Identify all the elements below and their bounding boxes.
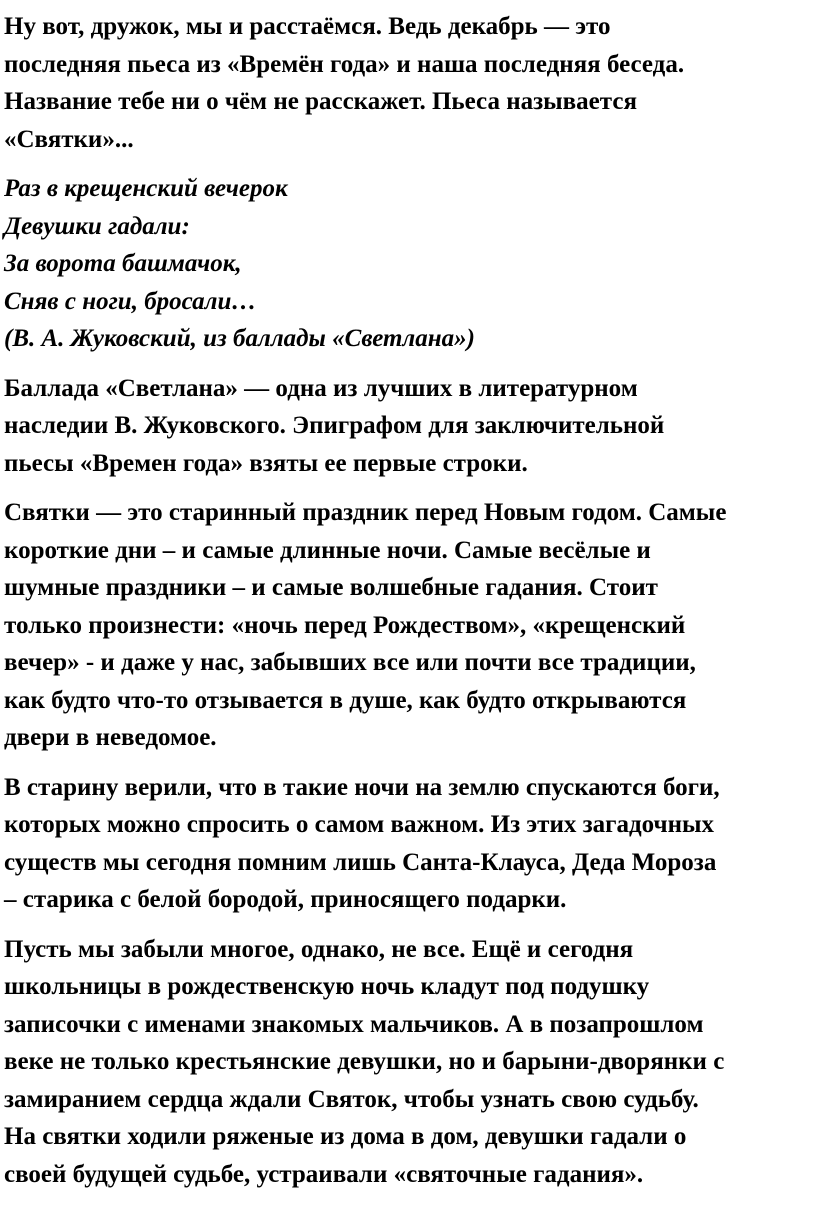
poem-attribution: (В. А. Жуковский, из баллады «Светлана») (4, 325, 475, 352)
text-line: Баллада «Светлана» — одна из лучших в литературном (4, 374, 638, 402)
text-line: Ну вот, дружок, мы и расстаёмся. Ведь декабрь — это (4, 13, 611, 40)
text-line: которых можно спросить о самом важном. Из этих загадочных (4, 811, 715, 838)
text-line: двери в неведомое. (4, 724, 217, 751)
text-line: только произнести: «ночь перед Рождеством», «крещенский (4, 611, 686, 639)
paragraph-forgotten (4, 931, 816, 1194)
text-line: последняя пьеса из «Времён года» и наша последняя беседа. (4, 50, 685, 78)
text-line: На святки ходили ряженые из дома в дом, девушки гадали о (4, 1123, 687, 1150)
text-line: веке не только крестьянские девушки, но и барыни-дворянки с (4, 1048, 725, 1075)
text-line: Пусть мы забыли многое, однако, не все. Ещё и сегодня (4, 935, 634, 963)
text-line: Святки — это старинный праздник перед Новым годом. Самые (4, 499, 727, 526)
text-line: школьницы в рождественскую ночь кладут под подушку (4, 973, 650, 1000)
text-line: В старину верили, что в такие ночи на землю спускаются боги, (4, 773, 720, 801)
text-line: записочки с именами знакомых мальчиков. А в позапрошлом (4, 1010, 704, 1038)
poem-line: За ворота башмачок, (4, 250, 242, 277)
poem-line: Сняв с ноги, бросали… (4, 287, 257, 315)
poem-line: Раз в крещенский вечерок (4, 175, 288, 202)
paragraph-gods (4, 769, 816, 919)
epigraph-poem (4, 170, 816, 358)
text-line: существ мы сегодня помним лишь Санта-Клауса, Деда Мороза (4, 848, 717, 876)
text-line: Название тебе ни о чём не расскажет. Пьеса называется (4, 88, 637, 115)
paragraph-ballad (4, 370, 816, 483)
text-line: «Святки»... (4, 125, 134, 153)
text-line: – старика с белой бородой, приносящего подарки. (4, 886, 567, 913)
poem-line: Девушки гадали: (4, 212, 190, 240)
text-line: как будто что-то отзывается в душе, как будто открываются (4, 686, 687, 714)
paragraph-svyatki (4, 494, 816, 757)
text-line: наследии В. Жуковского. Эпиграфом для заключительной (4, 412, 665, 439)
text-line: шумные праздники – и самые волшебные гадания. Стоит (4, 574, 658, 601)
text-line: короткие дни – и самые длинные ночи. Самые весёлые и (4, 536, 651, 564)
text-line: пьесы «Времен года» взяты ее первые строки. (4, 449, 528, 477)
text-line: замиранием сердца ждали Святок, чтобы узнать свою судьбу. (4, 1085, 699, 1113)
text-line: своей будущей судьбе, устраивали «святочные гадания». (4, 1160, 644, 1188)
paragraph-intro (4, 8, 816, 158)
text-line: вечер» - и даже у нас, забывших все или почти все традиции, (4, 649, 696, 676)
